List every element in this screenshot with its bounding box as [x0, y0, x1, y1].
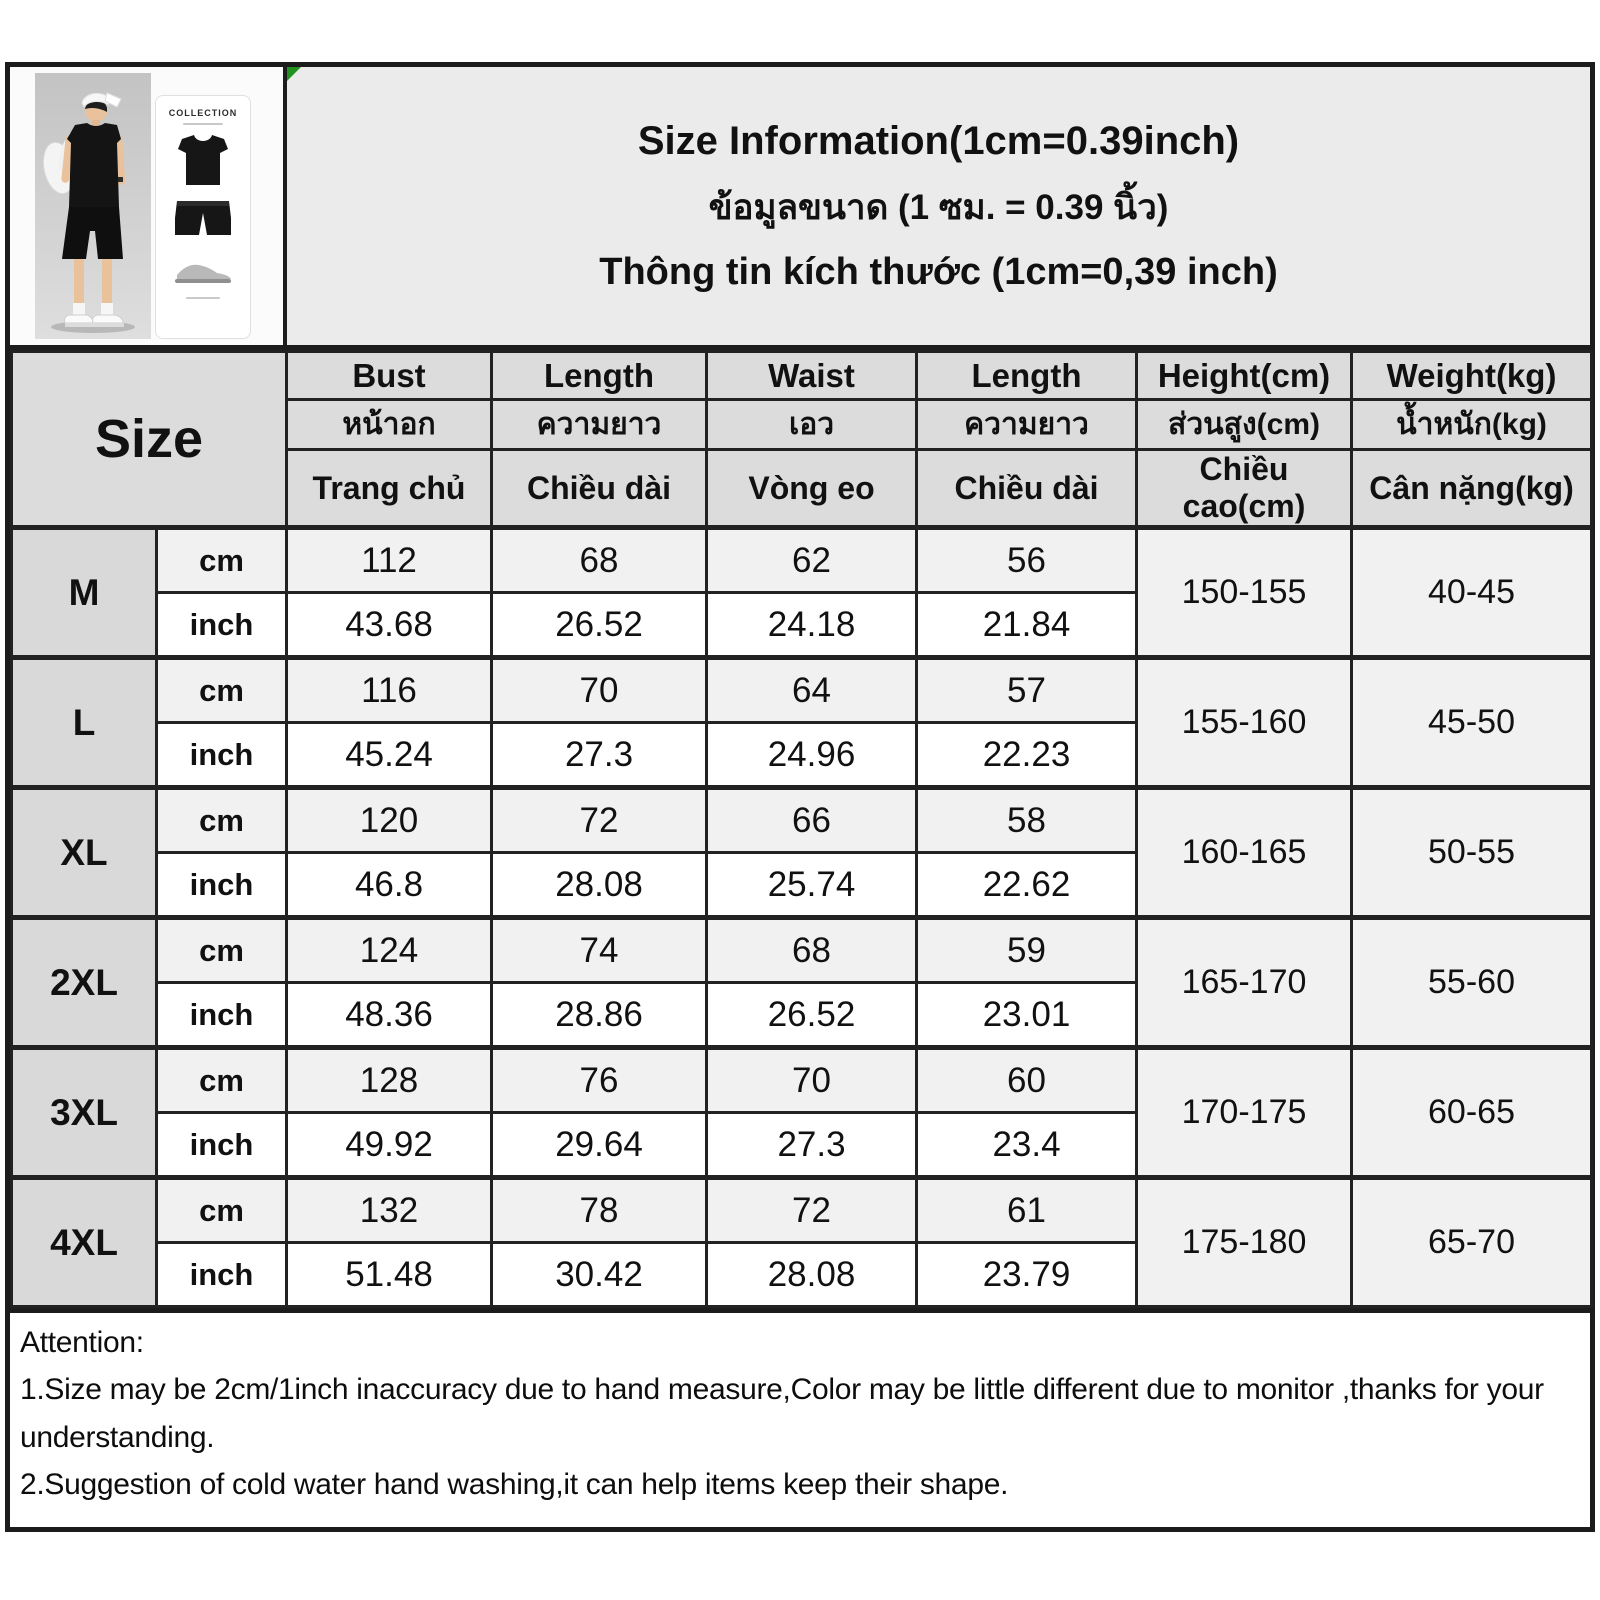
product-photo-cell	[10, 67, 287, 345]
size-cell: 4XL	[12, 1178, 157, 1307]
value-cell: 128	[287, 1048, 492, 1113]
attention-heading: Attention:	[20, 1326, 144, 1359]
value-cell: 48.36	[287, 983, 492, 1048]
unit-cell: cm	[157, 1178, 287, 1243]
unit-cell: inch	[157, 853, 287, 918]
value-cell: 24.18	[707, 593, 917, 658]
value-cell: 70	[492, 658, 707, 723]
height-range-cell: 160-165	[1137, 788, 1352, 918]
attention-note-1: 1.Size may be 2cm/1inch inaccuracy due to hand measure,Color may be little different due to monitor ,thanks for your understanding.	[20, 1373, 1544, 1454]
value-cell: 132	[287, 1178, 492, 1243]
value-cell: 26.52	[707, 983, 917, 1048]
value-cell: 72	[707, 1178, 917, 1243]
vest-icon	[174, 135, 232, 187]
value-cell: 23.79	[917, 1243, 1137, 1307]
top-band	[10, 67, 1590, 345]
size-cell: 3XL	[12, 1048, 157, 1178]
value-cell: 56	[917, 528, 1137, 593]
col-weight-th: น้ำหนัก(kg)	[1352, 400, 1592, 450]
table-row	[12, 1048, 1592, 1113]
size-header-cell: Size	[12, 352, 287, 528]
value-cell: 120	[287, 788, 492, 853]
value-cell: 58	[917, 788, 1137, 853]
weight-range-cell: 50-55	[1352, 788, 1592, 918]
value-cell: 29.64	[492, 1113, 707, 1178]
value-cell: 25.74	[707, 853, 917, 918]
value-cell: 116	[287, 658, 492, 723]
value-cell: 22.23	[917, 723, 1137, 788]
col-waist-vi: Vòng eo	[707, 450, 917, 528]
value-cell: 61	[917, 1178, 1137, 1243]
unit-cell: cm	[157, 788, 287, 853]
height-range-cell: 150-155	[1137, 528, 1352, 658]
value-cell: 30.42	[492, 1243, 707, 1307]
unit-cell: cm	[157, 918, 287, 983]
weight-range-cell: 40-45	[1352, 528, 1592, 658]
title-vietnamese: Thông tin kích thước (1cm=0,39 inch)	[599, 250, 1278, 293]
value-cell: 59	[917, 918, 1137, 983]
model-illustration	[35, 73, 151, 339]
size-cell: M	[12, 528, 157, 658]
col-length-vi: Chiều dài	[492, 450, 707, 528]
col-bust-en: Bust	[287, 352, 492, 400]
table-row	[12, 1178, 1592, 1243]
col-length2-th: ความยาว	[917, 400, 1137, 450]
value-cell: 68	[492, 528, 707, 593]
unit-cell: inch	[157, 593, 287, 658]
size-cell: XL	[12, 788, 157, 918]
height-range-cell: 175-180	[1137, 1178, 1352, 1307]
model-photo	[35, 73, 151, 339]
value-cell: 28.08	[492, 853, 707, 918]
unit-cell: inch	[157, 983, 287, 1048]
unit-cell: inch	[157, 723, 287, 788]
col-bust-th: หน้าอก	[287, 400, 492, 450]
sneaker-icon	[173, 259, 233, 285]
value-cell: 57	[917, 658, 1137, 723]
unit-cell: inch	[157, 1243, 287, 1307]
value-cell: 43.68	[287, 593, 492, 658]
col-length2-en: Length	[917, 352, 1137, 400]
weight-range-cell: 55-60	[1352, 918, 1592, 1048]
title-english: Size Information(1cm=0.39inch)	[637, 118, 1240, 163]
value-cell: 22.62	[917, 853, 1137, 918]
weight-range-cell: 65-70	[1352, 1178, 1592, 1307]
size-cell: L	[12, 658, 157, 788]
col-height-th: ส่วนสูง(cm)	[1137, 400, 1352, 450]
weight-range-cell: 45-50	[1352, 658, 1592, 788]
col-length-th: ความยาว	[492, 400, 707, 450]
col-height-en: Height(cm)	[1137, 352, 1352, 400]
col-waist-en: Waist	[707, 352, 917, 400]
value-cell: 24.96	[707, 723, 917, 788]
value-cell: 51.48	[287, 1243, 492, 1307]
value-cell: 49.92	[287, 1113, 492, 1178]
size-cell: 2XL	[12, 918, 157, 1048]
col-waist-th: เอว	[707, 400, 917, 450]
height-range-cell: 170-175	[1137, 1048, 1352, 1178]
value-cell: 26.52	[492, 593, 707, 658]
table-row	[12, 918, 1592, 983]
col-weight-en: Weight(kg)	[1352, 352, 1592, 400]
size-table-wrap	[10, 345, 1590, 1313]
shorts-icon	[175, 201, 231, 237]
value-cell: 62	[707, 528, 917, 593]
table-row	[12, 528, 1592, 593]
value-cell: 124	[287, 918, 492, 983]
unit-cell: cm	[157, 528, 287, 593]
height-range-cell: 155-160	[1137, 658, 1352, 788]
collection-card-title: COLLECTION	[168, 108, 238, 118]
unit-cell: cm	[157, 658, 287, 723]
height-range-cell: 165-170	[1137, 918, 1352, 1048]
card-caption-line	[186, 297, 220, 299]
value-cell: 45.24	[287, 723, 492, 788]
attention-section	[10, 1313, 1590, 1527]
value-cell: 72	[492, 788, 707, 853]
table-row	[12, 658, 1592, 723]
collection-card	[155, 95, 251, 339]
card-subtitle-line	[183, 123, 223, 125]
value-cell: 21.84	[917, 593, 1137, 658]
value-cell: 68	[707, 918, 917, 983]
col-length-en: Length	[492, 352, 707, 400]
unit-cell: cm	[157, 1048, 287, 1113]
header-row-en	[12, 352, 1592, 400]
title-thai: ข้อมูลขนาด (1 ซม. = 0.39 นิ้ว)	[708, 187, 1169, 227]
col-height-vi: Chiều cao(cm)	[1137, 450, 1352, 528]
value-cell: 60	[917, 1048, 1137, 1113]
col-weight-vi: Cân nặng(kg)	[1352, 450, 1592, 528]
value-cell: 27.3	[492, 723, 707, 788]
col-bust-vi: Trang chủ	[287, 450, 492, 528]
outer-frame	[5, 62, 1595, 1532]
value-cell: 23.4	[917, 1113, 1137, 1178]
table-row	[12, 788, 1592, 853]
value-cell: 23.01	[917, 983, 1137, 1048]
title-area	[287, 67, 1590, 345]
green-corner-icon	[287, 67, 301, 81]
value-cell: 28.08	[707, 1243, 917, 1307]
col-length2-vi: Chiều dài	[917, 450, 1137, 528]
value-cell: 76	[492, 1048, 707, 1113]
size-table	[10, 350, 1593, 1308]
value-cell: 112	[287, 528, 492, 593]
value-cell: 78	[492, 1178, 707, 1243]
weight-range-cell: 60-65	[1352, 1048, 1592, 1178]
value-cell: 27.3	[707, 1113, 917, 1178]
value-cell: 70	[707, 1048, 917, 1113]
value-cell: 74	[492, 918, 707, 983]
unit-cell: inch	[157, 1113, 287, 1178]
value-cell: 28.86	[492, 983, 707, 1048]
value-cell: 66	[707, 788, 917, 853]
value-cell: 64	[707, 658, 917, 723]
value-cell: 46.8	[287, 853, 492, 918]
attention-note-2: 2.Suggestion of cold water hand washing,it can help items keep their shape.	[20, 1468, 1009, 1502]
